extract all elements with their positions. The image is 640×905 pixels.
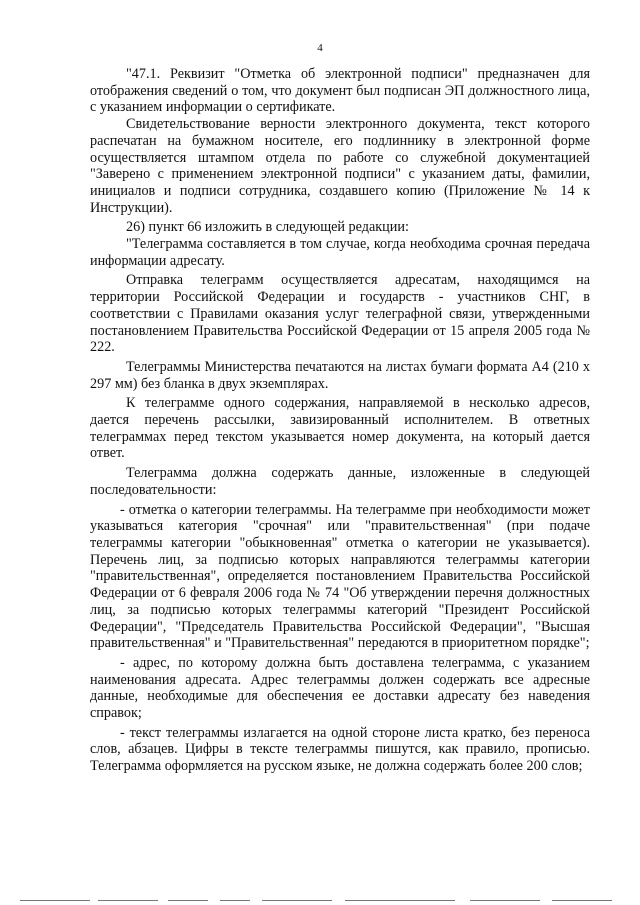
paragraph-47-1-esign-mark: "47.1. Реквизит "Отметка об электронной подписи" предназначен для отображения сведений о том, что документ был подписан ЭП должностного лица, с указанием информации о сертификате. (90, 66, 590, 116)
list-item-category: - отметка о категории телеграммы. На телеграмме при необходимости может указываться категория "срочная" или "правительственная" (при подаче телеграммы категории "обыкновенная" отметка о категории не указывается). Перечень лиц, за подписью которых направляются телеграммы категории "правительственная", определяется постановлением Правительства Российской Федерации от 6 февраля 2006 года № 74 "Об утверждении перечня должностных лиц, за подписью которых телеграммы категорий "Президент Российской Федерации", "Председатель Правительства Российской Федерации", "Высшая правительственная" и "Правительственная" передаются в приоритетном порядке"; (90, 501, 590, 652)
paragraph-copy-certification: Свидетельствование верности электронного документа, текст которого распечатан на бумажном носителе, его подлиннику в электронной форме осуществляется штампом отдела по работе со служебной документацией "Заверено с применением электронной подписи" с указанием даты, фамилии, инициалов и подписи сотрудника, создавшего копию (Приложение № 14 к Инструкции). (90, 116, 590, 216)
document-body (90, 66, 590, 775)
page-number: 4 (317, 42, 323, 54)
scan-bottom-edge (0, 897, 640, 905)
paragraph-telegram-format: Телеграммы Министерства печатаются на листах бумаги формата А4 (210 х 297 мм) без бланка в двух экземплярах. (90, 358, 590, 392)
paragraph-telegram-purpose: "Телеграмма составляется в том случае, когда необходима срочная передача информации адресату. (90, 236, 590, 269)
list-item-text: - текст телеграммы излагается на одной стороне листа кратко, без переноса слов, абзацев. Цифры в тексте телеграммы пишутся, как правило, прописью. Телеграмма оформляется на русском языке, не должна содержать более 200 слов; (90, 724, 590, 775)
list-item-address: - адрес, по которому должна быть доставлена телеграмма, с указанием наименования адресата. Адрес телеграммы должен содержать все адресные данные, необходимые для обеспечения ее доставки адресату без наведения справок; (90, 654, 590, 722)
paragraph-telegram-dispatch: Отправка телеграмм осуществляется адресатам, находящимся на территории Российской Федерации и государств - участников СНГ, в соответствии с Правилами оказания услуг телеграфной связи, утвержденными постановлением Правительства Российской Федерации от 15 апреля 2005 года № 222. (90, 272, 590, 356)
paragraph-telegram-mailing-list: К телеграмме одного содержания, направляемой в несколько адресов, дается перечень рассылки, завизированный исполнителем. В ответных телеграммах перед текстом указывается номер документа, на который дается ответ. (90, 395, 590, 462)
paragraph-telegram-content-order: Телеграмма должна содержать данные, изложенные в следующей последовательности: (90, 465, 590, 498)
paragraph-item-26: 26) пункт 66 изложить в следующей редакции: (126, 219, 409, 236)
